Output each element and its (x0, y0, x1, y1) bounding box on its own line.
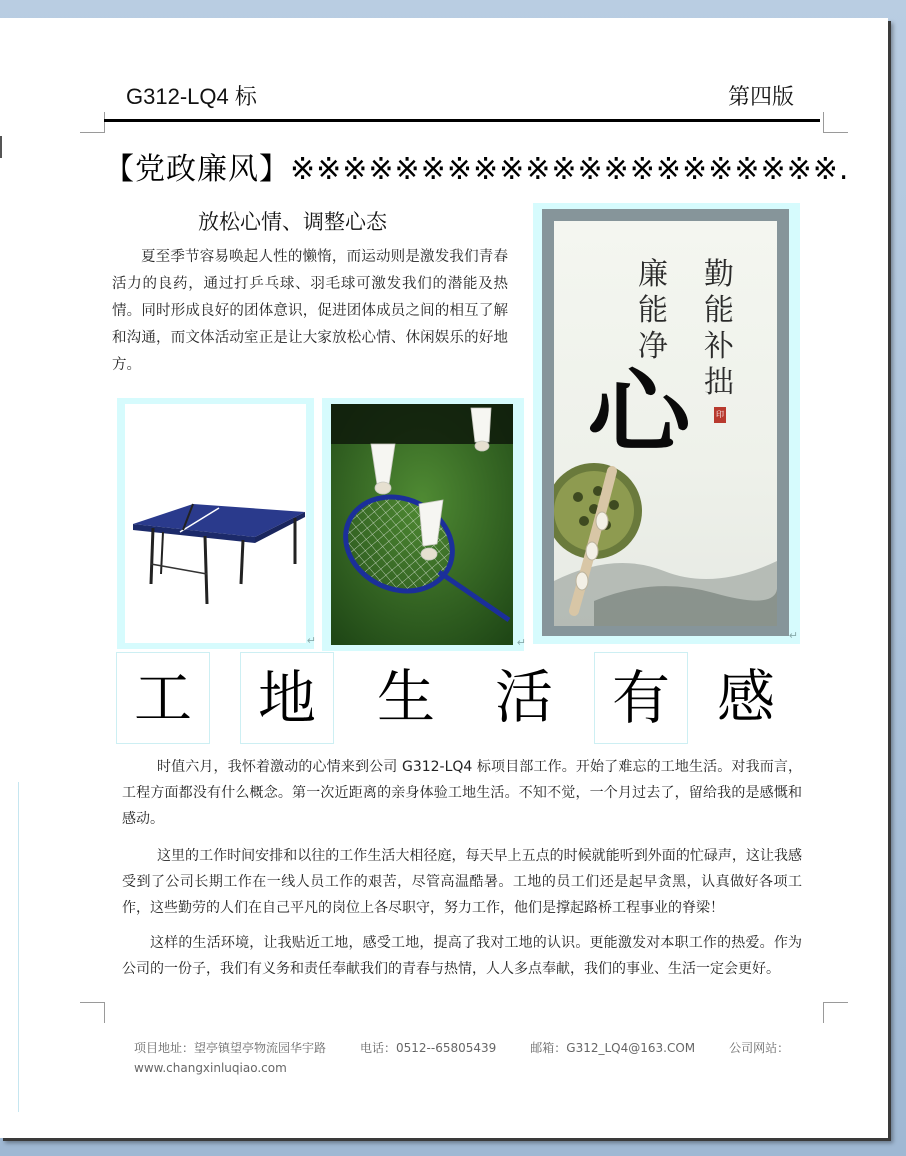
heading-char[interactable]: 工 (116, 652, 210, 744)
footer-website-label: 公司网站： (729, 1041, 790, 1055)
paragraph-mark: ↵ (788, 629, 798, 642)
body-paragraph-3[interactable]: 这样的生活环境，让我贴近工地，感受工地，提高了我对工地的认识。更能激发对本职工作的热爱。作为公司的一份子，我们有义务和责任奉献我们的青春与热情，人人多点奉献，我们的事业、生活一定会更好。 (122, 935, 802, 977)
article-title[interactable]: 放松心情、调整心态 (198, 210, 387, 234)
lotus-landscape-icon (554, 221, 777, 626)
heading-char[interactable]: 生 (376, 663, 435, 731)
footer-phone: 电话：0512--65805439 (360, 1041, 497, 1055)
footer-address: 项目地址：望亭镇望亭物流园华宇路 (134, 1041, 327, 1055)
footer-website[interactable]: www.changxinluqiao.com (134, 1061, 287, 1075)
paragraph-mark: ↵ (306, 634, 316, 647)
heading-char[interactable]: 感 (716, 663, 775, 731)
crop-mark-bottom-right (823, 1002, 848, 1023)
ping-pong-table-image (125, 404, 306, 643)
poster-line-1: 勤能补拙 (704, 257, 734, 400)
footer-email: 邮箱：G312_LQ4@163.COM (530, 1041, 696, 1055)
section-title[interactable]: 【党政廉风】※※※※※※※※※※※※※※※※※※※※※. (104, 152, 850, 187)
crop-mark-bottom-left (80, 1002, 105, 1023)
image-frame-badminton[interactable] (322, 398, 524, 651)
badminton-racket-icon (331, 404, 513, 645)
paragraph-mark: ↵ (516, 636, 526, 649)
poster-big-character: 心 (587, 359, 691, 465)
body-paragraph-2[interactable]: 这里的工作时间安排和以往的工作生活大相径庭，每天早上五点的时候就能听到外面的忙碌声，这让我感受到了公司长期工作在一线人员工作的艰苦，尽管高温酷暑。工地的员工们还是起早贪黑，认真做好各项工作，这些勤劳的人们在自己平凡的岗位上各尽职守，努力工作，他们是撑起路桥工程事业的脊梁！ (122, 848, 802, 916)
article-paragraph[interactable]: 夏至季节容易唤起人性的懒惰，而运动则是激发我们青春活力的良药，通过打乒乓球、羽毛球可激发我们的潜能及热情。同时形成良好的团体意识，促进团体成员之间的相互了解和沟通，而文体活动室正是让大家放松心情、休闲娱乐的好地方。 (112, 249, 508, 373)
crop-mark-top-left (80, 112, 105, 133)
poster-line-2: 廉能净 (638, 257, 668, 364)
margin-marker (0, 136, 6, 158)
image-frame-ping-pong[interactable] (117, 398, 314, 649)
heading-char[interactable]: 有 (594, 652, 688, 744)
heading-char[interactable]: 地 (240, 652, 334, 744)
badminton-image (331, 404, 513, 645)
body-paragraph-1[interactable]: 时值六月，我怀着激动的心情来到公司 G312-LQ4 标项目部工作。开始了难忘的工地生活。对我而言，工程方面都没有什么概念。第一次近距离的亲身体验工地生活。不知不觉，一个月过去了，留给我的是感慨和感动。 (122, 759, 802, 827)
header-project-code[interactable]: G312-LQ4 标 (126, 84, 257, 109)
adjacent-page-edge (0, 782, 19, 1112)
crop-mark-top-right (823, 112, 848, 133)
image-frame-poster[interactable] (533, 203, 800, 644)
ping-pong-table-icon (125, 404, 306, 643)
heading-char[interactable]: 活 (494, 663, 553, 731)
poster-seal: 印 (714, 407, 726, 423)
poster-image (542, 209, 789, 636)
page-footer[interactable] (134, 1038, 794, 1078)
big-heading (116, 652, 806, 744)
header-rule (104, 119, 820, 122)
calligraphy-poster (554, 221, 777, 626)
header-edition[interactable]: 第四版 (728, 85, 795, 110)
